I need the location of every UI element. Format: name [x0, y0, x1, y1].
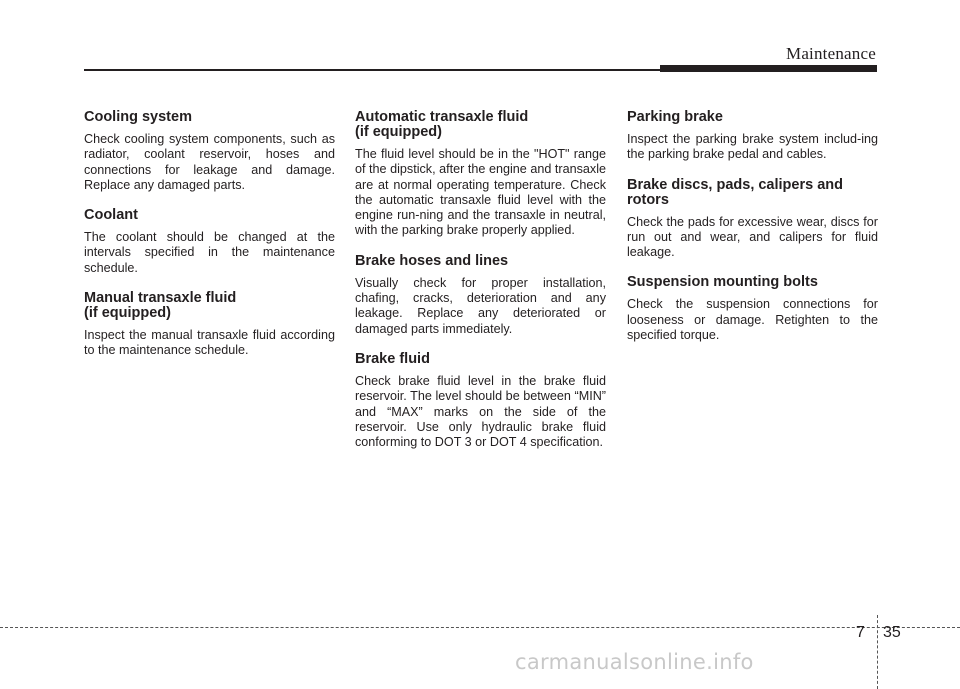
watermark: carmanualsonline.info: [515, 650, 754, 674]
section-manual-transaxle-fluid: [84, 291, 335, 359]
section-brake-fluid: [355, 352, 606, 450]
section-body: Check cooling system components, such as radiator, coolant reservoir, hoses and connections for leakage and damage. Replace any damaged parts.: [84, 132, 335, 192]
section-parking-brake: [627, 110, 878, 163]
section-automatic-transaxle-fluid: [355, 110, 606, 239]
section-body: The coolant should be changed at the intervals specified in the maintenance schedule.: [84, 230, 335, 275]
section-brake-discs-pads: [627, 178, 878, 261]
page-header-title: Maintenance: [786, 44, 876, 63]
section-body: Inspect the parking brake system includ-ing the parking brake pedal and cables.: [627, 132, 878, 162]
section-body: Check the suspension connections for looseness or damage. Retighten to the specified torque.: [627, 297, 878, 343]
section-brake-hoses-and-lines: [355, 254, 606, 337]
section-heading: Parking brake: [627, 109, 723, 125]
header-bar: [660, 65, 877, 72]
footer-divider: [877, 615, 878, 689]
section-heading: Brake hoses and lines: [355, 252, 509, 269]
column-3: [627, 110, 878, 358]
section-heading: Brake discs, pads, calipers and rotors: [627, 176, 843, 208]
section-coolant: [84, 208, 335, 276]
section-suspension-mounting-bolts: [627, 275, 878, 343]
section-heading: Coolant: [84, 207, 138, 224]
footer-rule: [0, 627, 960, 628]
column-2: [355, 110, 606, 465]
section-heading: Manual transaxle fluid (if equipped): [84, 290, 237, 322]
section-body: Visually check for proper installation, chafing, cracks, deterioration and any leakage. Replace any deteriorated or damaged parts immediately.: [355, 275, 606, 336]
section-cooling-system: [84, 110, 335, 193]
chapter-number: 7: [856, 624, 865, 641]
column-1: [84, 110, 335, 374]
section-heading: Automatic transaxle fluid (if equipped): [355, 109, 529, 140]
section-heading: Cooling system: [84, 109, 192, 125]
section-body: The fluid level should be in the "HOT" range of the dipstick, after the engine and transaxle are at normal operating temperature. Check the automatic transaxle fluid level with the engine run-ning and the transaxle in neutral, with the parking brake properly applied.: [355, 147, 606, 238]
section-body: Check brake fluid level in the brake fluid reservoir. The level should be between “MIN” and “MAX” marks on the side of the reservoir. Use only hydraulic brake fluid conforming to DOT 3 or DOT 4 specification.: [355, 373, 606, 450]
section-body: Check the pads for excessive wear, discs for run out and wear, and calipers for fluid leakage.: [627, 214, 878, 260]
section-body: Inspect the manual transaxle fluid according to the maintenance schedule.: [84, 328, 335, 358]
section-heading: Brake fluid: [355, 350, 430, 367]
section-heading: Suspension mounting bolts: [627, 274, 818, 291]
page-number: 35: [883, 624, 901, 641]
header-rule: [84, 69, 664, 71]
